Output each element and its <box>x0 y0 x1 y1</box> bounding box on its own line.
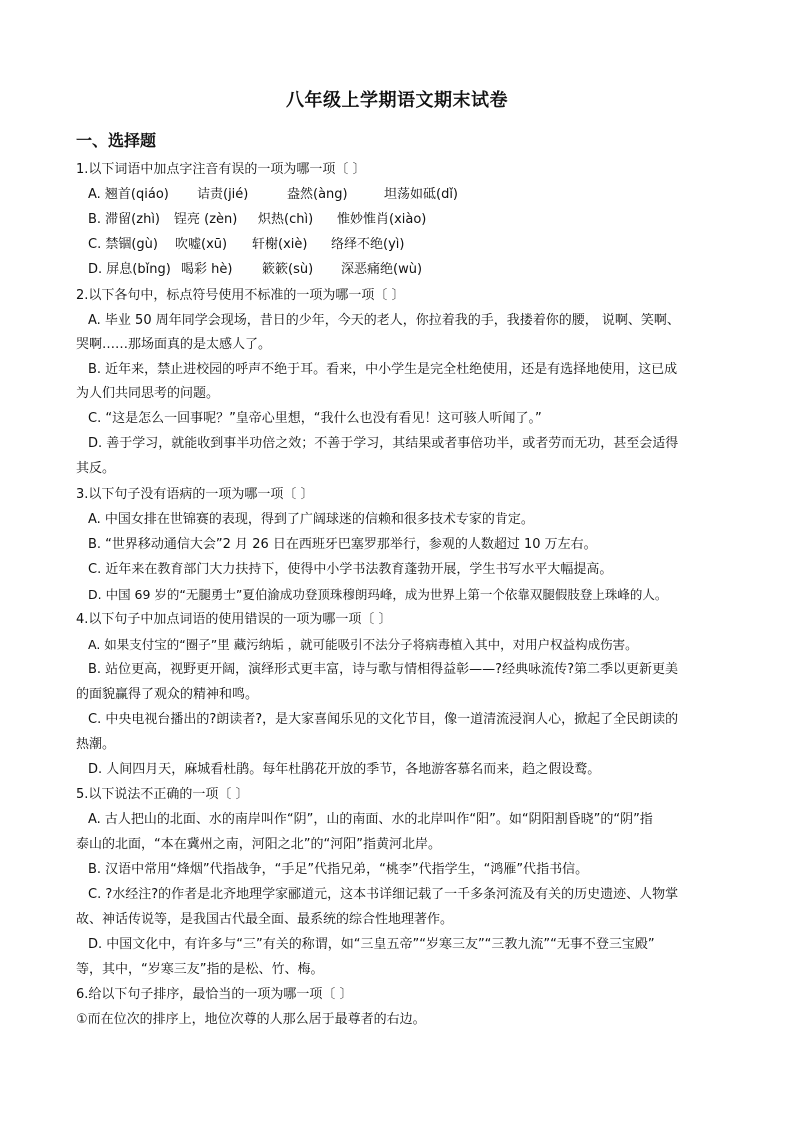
question-5-option-a: A. 古人把山的北面、水的南岸叫作“阴”，山的南面、水的北岸叫作“阳”。如“阴阳割昏晓”的“阴”指 <box>88 812 653 827</box>
question-3-stem: 3.以下句子没有语病的一项为哪一项〔 〕 <box>76 487 314 502</box>
question-3-option-b: B. “世界移动通信大会”2 月 26 日在西班牙巴塞罗那举行，参观的人数超过 10 万左右。 <box>88 537 597 552</box>
question-4-option-d: D. 人间四月天，麻城看杜鹃。每年杜鹃花开放的季节，各地游客慕名而来，趋之假设鹜。 <box>88 762 601 777</box>
question-4-option-a: A. 如果支付宝的“圈子”里 藏污纳垢 ，就可能吸引不法分子将病毒植入其中，对用户权益构成伤害。 <box>88 637 638 652</box>
question-4-stem: 4.以下句子中加点词语的使用错误的一项为哪一项〔 〕 <box>76 612 392 627</box>
option-word: 炽热(chì) <box>258 212 314 227</box>
question-2-option-a: A. 毕业 50 周年同学会现场，昔日的少年，今天的老人，你拉着我的手，我搂着你的腰， 说啊、笑啊、 <box>88 313 680 328</box>
question-2-option-c: C. “这是怎么一回事呢？”皇帝心里想，“我什么也没有看见！这可骇人听闻了。” <box>88 411 542 426</box>
question-4-option-b-cont: 的面貌赢得了观众的精神和鸣。 <box>76 687 259 702</box>
option-word: 簌簌(sù) <box>262 262 314 277</box>
question-5-stem: 5.以下说法不正确的一项〔 〕 <box>76 787 249 802</box>
page-title: 八年级上学期语文期末试卷 <box>286 90 508 111</box>
option-word: C. 禁锢(gù) <box>88 237 158 252</box>
option-word: 深恶痛绝(wù) <box>341 262 423 277</box>
option-word: 惟妙惟肖(xiào) <box>337 212 427 227</box>
question-4-option-c-cont: 热潮。 <box>76 737 116 752</box>
question-6-stem: 6.给以下句子排序，最恰当的一项为哪一项〔 〕 <box>76 987 353 1002</box>
option-word: 轩榭(xiè) <box>252 237 308 252</box>
question-5-option-c-cont: 故、神话传说等，是我国古代最全面、最系统的综合性地理著作。 <box>76 912 454 927</box>
question-2-option-d: D. 善于学习，就能收到事半功倍之效；不善于学习，其结果或者事倍功半，或者劳而无功，甚至会适得 <box>88 436 679 451</box>
option-word: 坦荡如砥(dǐ) <box>384 187 459 202</box>
question-3-option-d: D. 中国 69 岁的“无腿勇士”夏伯渝成功登顶珠穆朗玛峰，成为世界上第一个依靠双腿假肢登上珠峰的人。 <box>88 587 668 602</box>
question-5-option-d-cont: 等，其中，“岁寒三友”指的是松、竹、梅。 <box>76 962 324 977</box>
question-5-option-b: B. 汉语中常用“烽烟”代指战争，“手足”代指兄弟，“桃李”代指学生，“鸿雁”代指书信。 <box>88 862 589 877</box>
question-5-option-d: D. 中国文化中，有许多与“三”有关的称谓，如“三皇五帝”“岁寒三友”“三教九流”“无事不登三宝殿” <box>88 937 655 952</box>
option-word: 诘责(jié) <box>197 187 249 202</box>
option-word: 喝彩 hè) <box>181 262 233 277</box>
question-3-option-a: A. 中国女排在世锦赛的表现，得到了广阔球迷的信赖和很多技术专家的肯定。 <box>88 512 534 527</box>
question-5-option-a-cont: 泰山的北面，“本在冀州之南，河阳之北”的“河阳”指黄河北岸。 <box>76 837 441 852</box>
question-4-option-c: C. 中央电视台播出的?朗读者?，是大家喜闻乐见的文化节目，像一道清流浸润人心，掀起了全民朗读的 <box>88 712 679 727</box>
question-6-sentence-1: ①而在位次的排序上，地位次尊的人那么居于最尊者的右边。 <box>76 1012 426 1027</box>
question-1-stem: 1.以下词语中加点字注音有误的一项为哪一项〔 〕 <box>76 162 366 177</box>
question-2-stem: 2.以下各句中，标点符号使用不标准的一项为哪一项〔 〕 <box>76 288 405 303</box>
question-4-option-b: B. 站位更高，视野更开阔，演绎形式更丰富，诗与歌与情相得益彰——?经典咏流传?第二季以更新更美 <box>88 662 678 677</box>
question-2-option-d-cont: 其反。 <box>76 461 116 476</box>
question-5-option-c: C. ?水经注?的作者是北齐地理学家郦道元，这本书详细记载了一千多条河流及有关的历史遗迹、人物掌 <box>88 887 679 902</box>
option-word: 盎然(àng) <box>287 187 348 202</box>
option-word: 锃亮 (zèn) <box>174 212 238 227</box>
question-2-option-b: B. 近年来，禁止进校园的呼声不绝于耳。看来，中小学生是完全杜绝使用，还是有选择地使用，这已成 <box>88 362 678 377</box>
question-2-option-b-cont: 为人们共同思考的问题。 <box>76 386 220 401</box>
option-word: 吹嘘(xū) <box>175 237 228 252</box>
question-2-option-a-cont: 哭啊……那场面真的是太感人了。 <box>76 337 272 352</box>
question-3-option-c: C. 近年来在教育部门大力扶持下，使得中小学书法教育蓬勃开展，学生书写水平大幅提高。 <box>88 562 613 577</box>
option-word: D. 屏息(bǐng) <box>88 262 171 277</box>
section-heading: 一、选择题 <box>76 131 157 150</box>
option-word: A. 翘首(qiáo) <box>88 187 169 202</box>
option-word: 络绎不绝(yì) <box>331 237 405 252</box>
option-word: B. 滞留(zhì) <box>88 212 161 227</box>
